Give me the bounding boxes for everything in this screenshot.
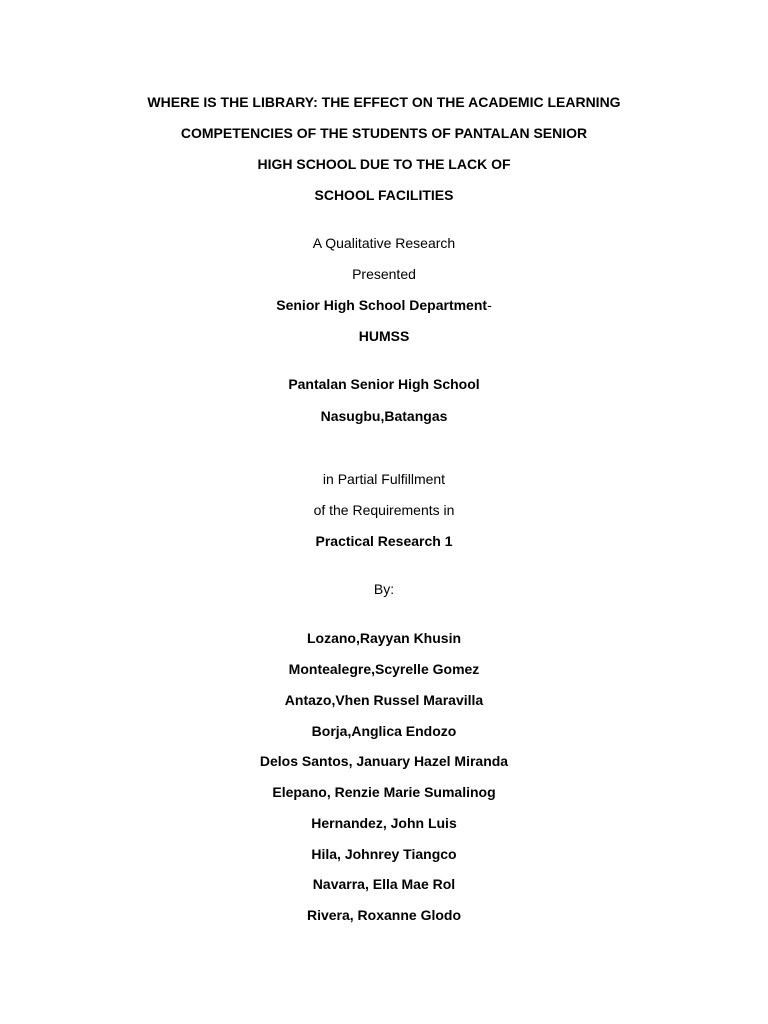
- department-dash: -: [487, 297, 492, 313]
- author-name: Delos Santos, January Hazel Miranda: [259, 753, 509, 769]
- author-name: Elepano, Renzie Marie Sumalinog: [272, 784, 496, 800]
- strand-name: HUMSS: [358, 328, 410, 344]
- fulfillment-line-2: of the Requirements in: [313, 502, 455, 518]
- author-name: Rivera, Roxanne Glodo: [306, 907, 462, 923]
- title-line-3: HIGH SCHOOL DUE TO THE LACK OF: [257, 156, 511, 172]
- school-location: Nasugbu,Batangas: [320, 408, 448, 424]
- fulfillment-line-1: in Partial Fulfillment: [322, 471, 446, 487]
- author-name: Borja,Anglica Endozo: [311, 723, 457, 739]
- title-line-1: WHERE IS THE LIBRARY: THE EFFECT ON THE ACADEMIC LEARNING: [147, 94, 621, 110]
- department-line: [0, 296, 768, 314]
- presented-label: Presented: [352, 266, 416, 282]
- author-name: Navarra, Ella Mae Rol: [312, 876, 456, 892]
- author-name: Montealegre,Scyrelle Gomez: [288, 661, 480, 677]
- research-type: A Qualitative Research: [312, 235, 456, 251]
- author-name: Lozano,Rayyan Khusin: [306, 630, 462, 646]
- school-name: Pantalan Senior High School: [288, 376, 480, 392]
- department-name: Senior High School Department: [276, 297, 488, 313]
- by-label: By:: [373, 581, 395, 597]
- author-name: Hila, Johnrey Tiangco: [311, 846, 457, 862]
- author-name: Hernandez, John Luis: [311, 815, 457, 831]
- author-name: Antazo,Vhen Russel Maravilla: [284, 692, 484, 708]
- title-line-4: SCHOOL FACILITIES: [314, 187, 454, 203]
- title-line-2: COMPETENCIES OF THE STUDENTS OF PANTALAN SENIOR: [180, 125, 588, 141]
- course-name: Practical Research 1: [315, 533, 453, 549]
